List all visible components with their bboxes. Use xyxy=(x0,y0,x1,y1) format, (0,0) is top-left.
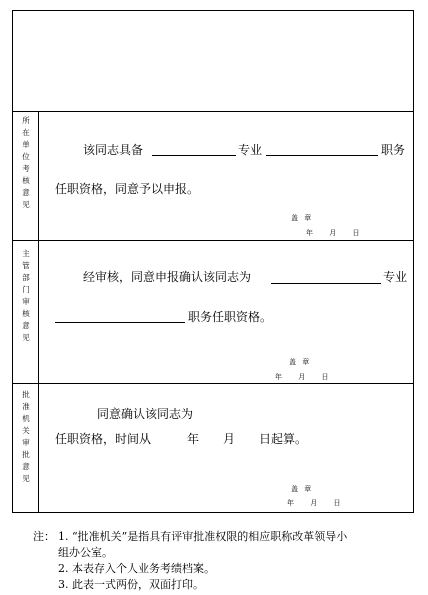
note-item-1a: 1. “批准机关”是指具有评审批准权限的相应职称改革领导小 xyxy=(58,530,348,543)
unit-date: 年 月 日 xyxy=(306,229,362,237)
note-item-1b: 组办公室。 xyxy=(58,546,113,559)
dept-date: 年 月 日 xyxy=(275,373,331,381)
approval-seal: 盖 章 xyxy=(291,485,314,493)
label-column-divider xyxy=(38,111,39,513)
dept-line2-suffix: 职务任职资格。 xyxy=(188,310,273,324)
dept-position-blank[interactable] xyxy=(55,322,185,323)
dept-line1-suffix: 专业 xyxy=(383,270,408,284)
dept-line1-prefix: 经审核，同意申报确认该同志为 xyxy=(83,270,252,284)
unit-line1-prefix: 该同志具备 xyxy=(83,143,144,157)
note-item-2: 2. 本表存入个人业务考绩档案。 xyxy=(58,562,215,575)
dept-title-blank[interactable] xyxy=(271,283,381,284)
notes-prefix: 注： xyxy=(33,530,55,543)
unit-line1-suffix: 职务 xyxy=(381,143,406,157)
approval-line1: 同意确认该同志为 xyxy=(97,407,194,421)
section-label-dept: 主 管 部 门 审 核 意 见 xyxy=(22,249,30,342)
section-label-unit: 所 在 单 位 考 核 意 见 xyxy=(22,116,30,209)
row-divider-1 xyxy=(13,111,413,112)
row-divider-2 xyxy=(13,240,413,241)
unit-seal: 盖 章 xyxy=(291,214,314,222)
approval-line2: 任职资格，时间从 年 月 日起算。 xyxy=(55,432,308,446)
row-divider-3 xyxy=(13,383,413,384)
approval-date: 年 月 日 xyxy=(287,499,343,507)
unit-line1-middle: 专业 xyxy=(238,143,263,157)
note-item-3: 3. 此表一式两份，双面打印。 xyxy=(58,578,204,591)
unit-position-blank[interactable] xyxy=(266,155,378,156)
unit-major-blank[interactable] xyxy=(152,155,236,156)
section-label-approval: 批 准 机 关 审 批 意 见 xyxy=(22,390,30,483)
dept-seal: 盖 章 xyxy=(289,358,312,366)
unit-line2: 任职资格，同意予以申报。 xyxy=(55,182,200,196)
